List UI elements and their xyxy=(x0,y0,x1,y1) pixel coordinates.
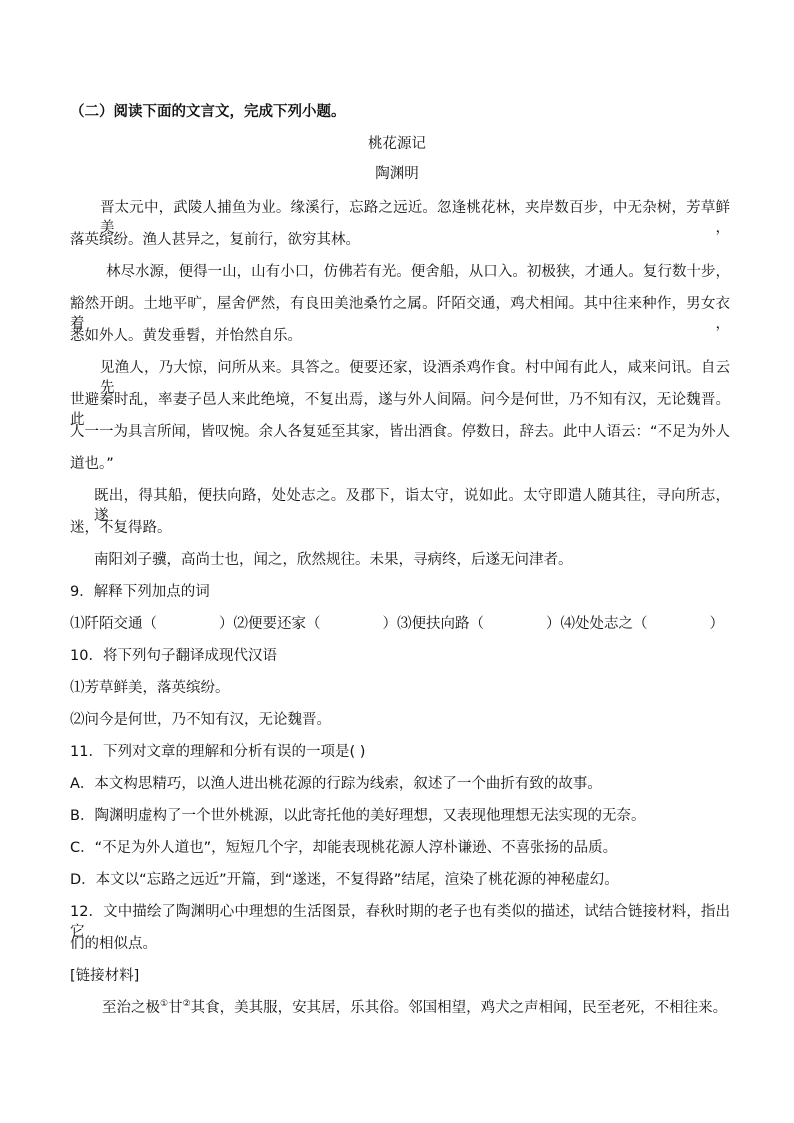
paragraph-4-line-2: 迷，不复得路。 xyxy=(70,520,172,536)
footnote-marker-1: ① xyxy=(160,999,169,1010)
link-material-label: [链接材料] xyxy=(70,968,140,984)
question-9-answers xyxy=(70,614,730,634)
section-title: （二）阅读下面的文言文，完成下列小题。 xyxy=(70,104,346,120)
question-10-sentence-2: ⑵问今是何世，乃不知有汉，无论魏晋。 xyxy=(70,712,331,728)
question-10-stem: 10．将下列句子翻译成现代汉语 xyxy=(70,648,277,664)
paragraph-4-line-1: 既出，得其船，便扶向路，处处志之。及郡下，诣太守，说如此。太守即遣人随其往，寻向所志，遂 xyxy=(94,488,730,524)
paragraph-2-line-1: 林尽水源，便得一山，山有小口，仿佛若有光。便舍船，从口入。初极狭，才通人。复行数十步， xyxy=(106,264,730,280)
article-title: 桃花源记 xyxy=(368,136,426,152)
question-11-option-a: A．本文构思精巧，以渔人进出桃花源的行踪为线索，叙述了一个曲折有致的故事。 xyxy=(70,776,602,792)
q9-item-close: ） xyxy=(709,616,724,632)
paragraph-5-line-1: 南阳刘子骥，高尚士也，闻之，欣然规往。未果，寻病终，后遂无问津者。 xyxy=(94,552,573,568)
q9-item-3: ）⑶便扶向路（ xyxy=(382,616,484,632)
paragraph-3-line-1: 见渔人，乃大惊，问所从来。具答之。便要还家，设酒杀鸡作食。村中闻有此人，咸来问讯。自云先 xyxy=(100,360,730,396)
q9-item-2: ）⑵便要还家（ xyxy=(219,616,321,632)
paragraph-3-line-3: 人一一为具言所闻，皆叹惋。余人各复延至其家，皆出酒食。停数日，辞去。此中人语云：“不足为外人 xyxy=(70,424,731,440)
link-material-part-3: 其食，美其服，安其居，乐其俗。邻国相望，鸡犬之声相闻，民至老死，不相往来。 xyxy=(190,1000,728,1016)
link-material-part-1: 至治之极 xyxy=(102,1000,160,1016)
link-material-text xyxy=(102,998,730,1018)
question-12-stem-line-1: 12．文中描绘了陶渊明心中理想的生活图景，春秋时期的老子也有类似的描述，试结合链接材料，指出它 xyxy=(70,904,730,940)
q9-item-1: ⑴阡陌交通（ xyxy=(70,616,157,632)
paragraph-1-line-1: 晋太元中，武陵人捕鱼为业。缘溪行，忘路之远近。忽逢桃花林，夹岸数百步，中无杂树，芳草鲜美， xyxy=(100,200,730,236)
question-11-stem: 11．下列对文章的理解和分析有误的一项是( ) xyxy=(70,744,366,760)
q9-item-4: ）⑷处处志之（ xyxy=(546,616,648,632)
link-material-part-2: 甘 xyxy=(168,1000,183,1016)
article-author: 陶渊明 xyxy=(375,166,419,182)
paragraph-3-line-2: 世避秦时乱，率妻子邑人来此绝境，不复出焉，遂与外人间隔。问今是何世，乃不知有汉，无论魏晋。此 xyxy=(70,392,730,428)
paragraph-3-line-4: 道也。” xyxy=(70,456,114,472)
paragraph-1-line-2: 落英缤纷。渔人甚异之，复前行，欲穷其林。 xyxy=(70,232,360,248)
question-9-stem: 9．解释下列加点的词 xyxy=(70,584,210,600)
question-10-sentence-1: ⑴芳草鲜美，落英缤纷。 xyxy=(70,680,230,696)
question-11-option-b: B．陶渊明虚构了一个世外桃源，以此寄托他的美好理想，又表现他理想无法实现的无奈。 xyxy=(70,808,646,824)
footnote-marker-2: ② xyxy=(182,999,191,1010)
question-11-option-d: D．本文以“忘路之远近”开篇，到“遂迷，不复得路”结尾，渲染了桃花源的神秘虚幻。 xyxy=(70,872,619,888)
question-12-stem-line-2: 们的相似点。 xyxy=(70,936,157,952)
paragraph-2-line-3: 悉如外人。黄发垂髫，并怡然自乐。 xyxy=(70,328,302,344)
question-11-option-c: C．“不足为外人道也”，短短几个字，却能表现桃花源人淳朴谦逊、不喜张扬的品质。 xyxy=(70,840,618,856)
paragraph-2-line-2: 豁然开朗。土地平旷，屋舍俨然，有良田美池桑竹之属。阡陌交通，鸡犬相闻。其中往来种作，男女衣着， xyxy=(70,296,730,332)
